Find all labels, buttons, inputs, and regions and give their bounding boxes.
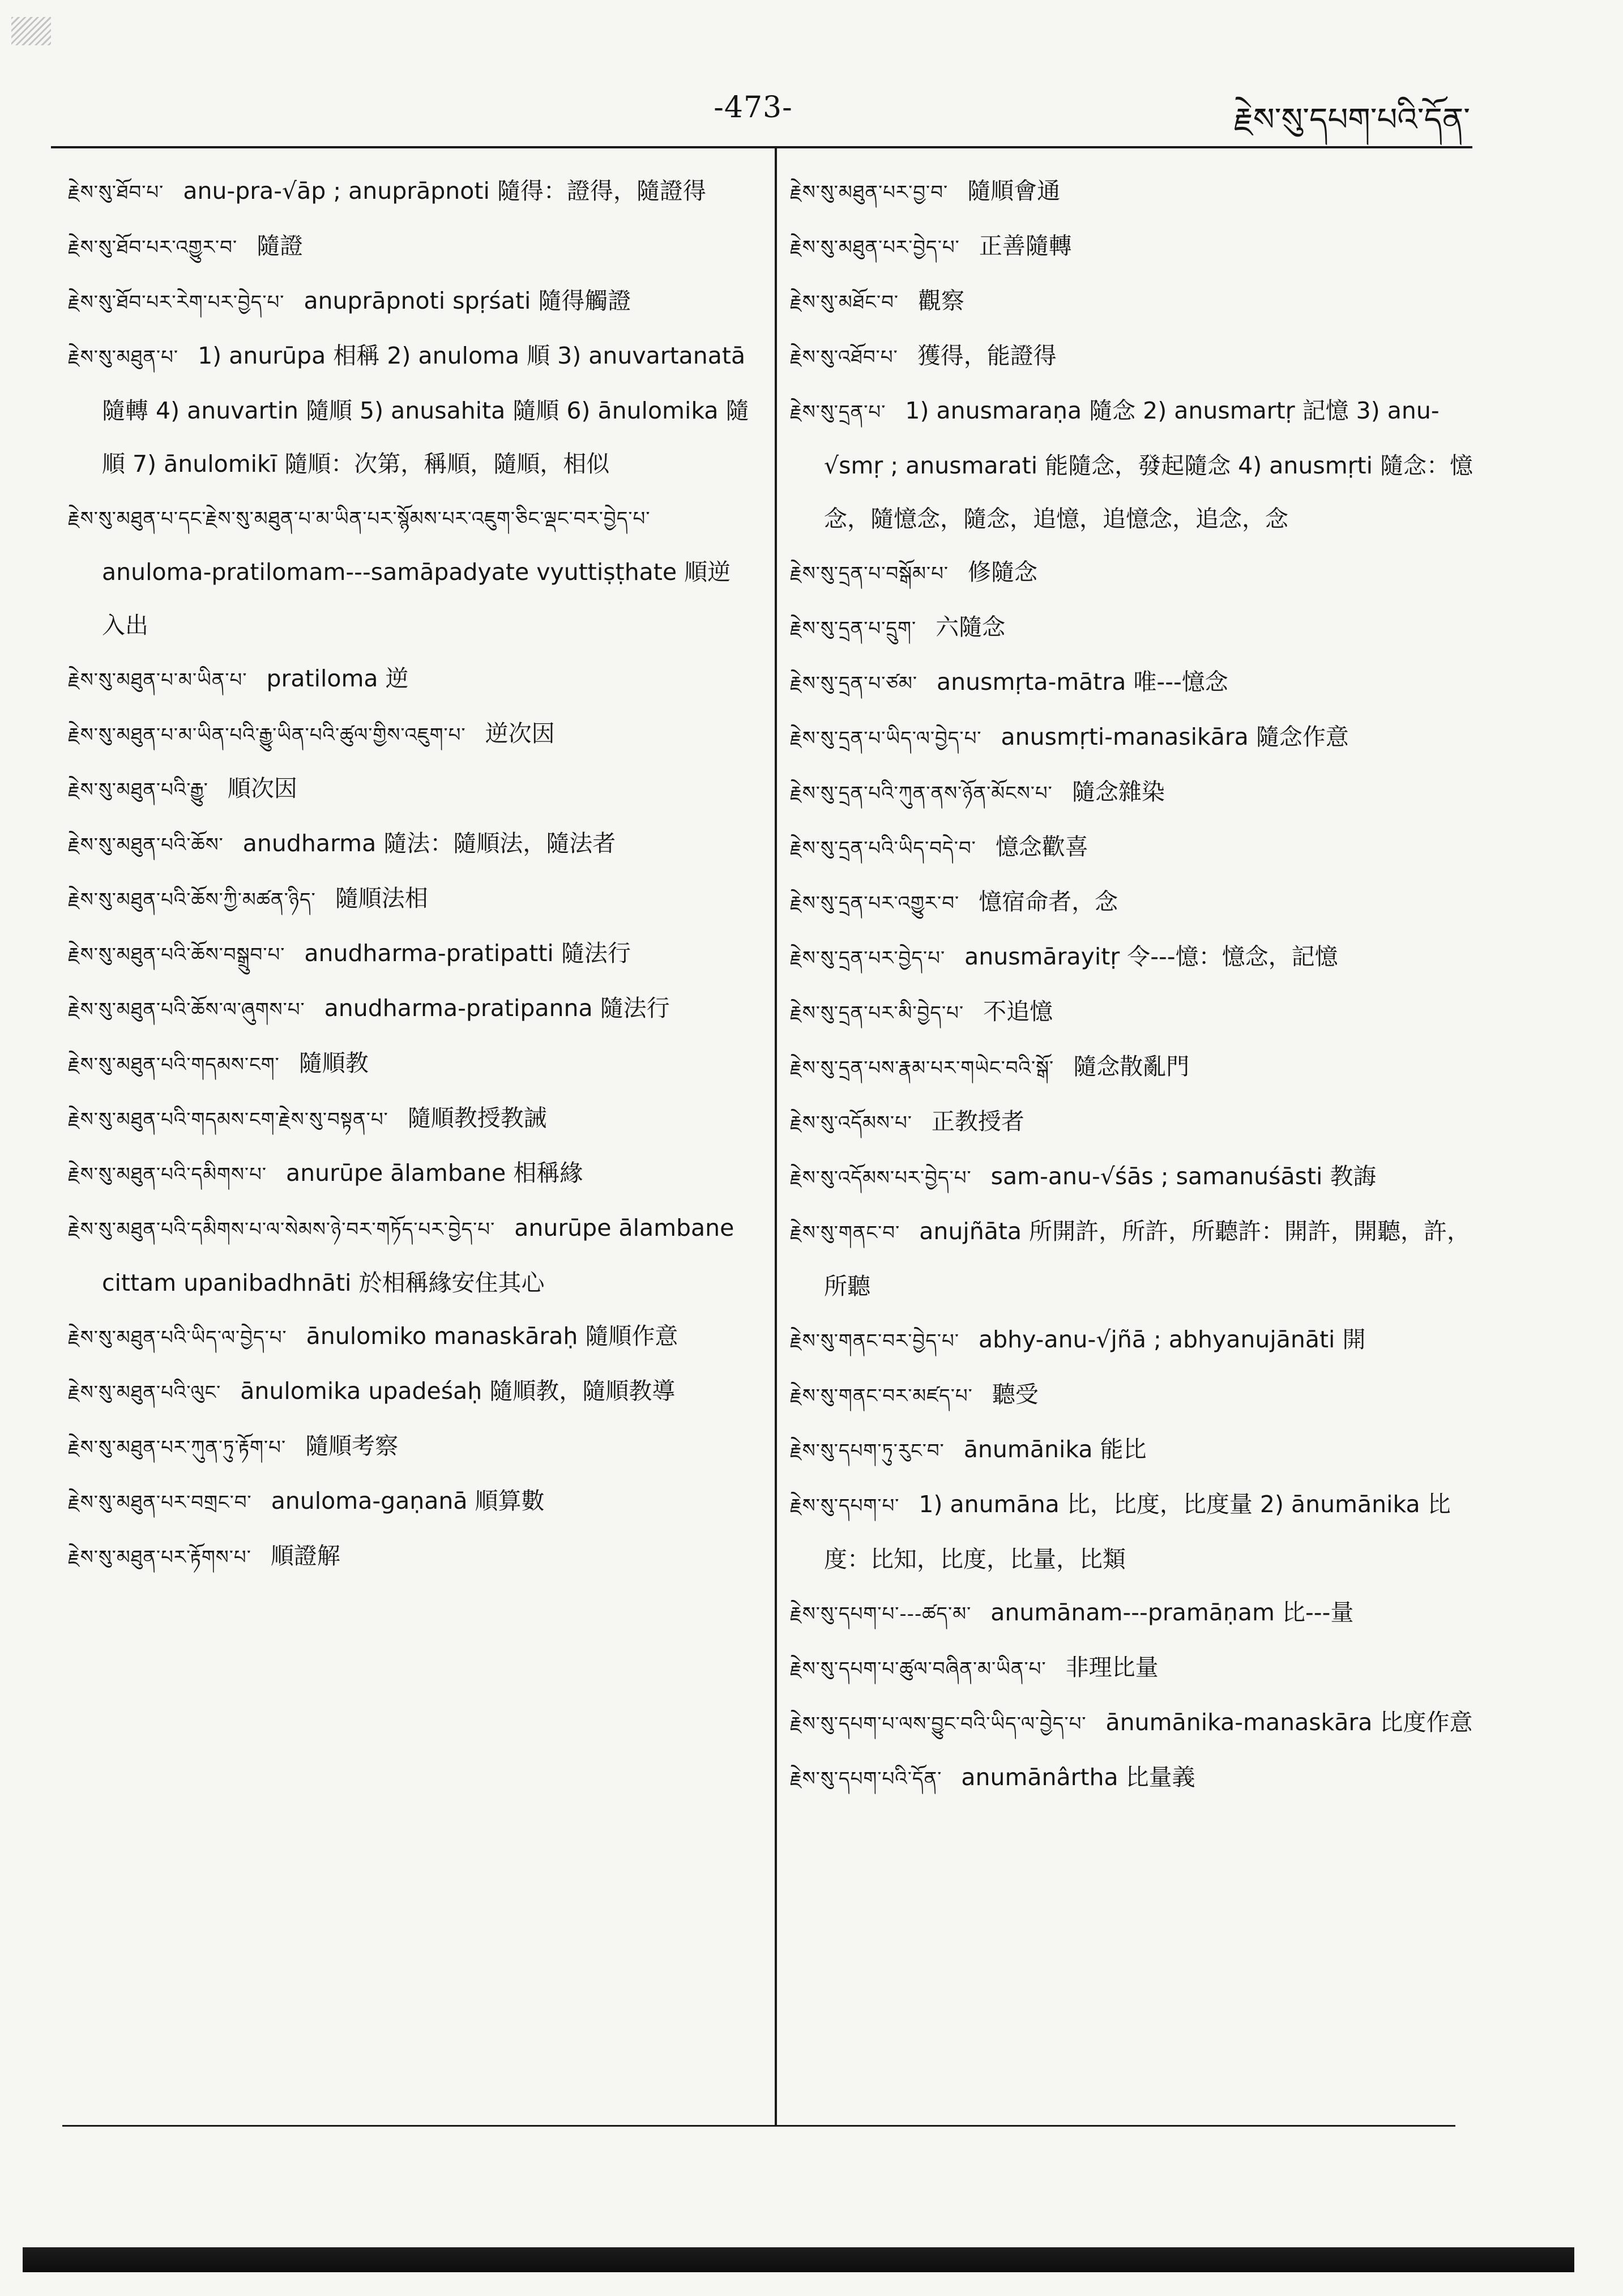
- entry-definition: ānumānika 能比: [963, 1436, 1147, 1463]
- entry-tibetan: རྗེས་སུ་མཐུན་པའི་གདམས་ངག་རྗེས་སུ་བསྟན་པ་: [68, 1108, 388, 1131]
- entry-definition: 非理比量: [1065, 1654, 1159, 1681]
- top-rule: [51, 146, 1472, 148]
- entry-tibetan: རྗེས་སུ་དཔག་པའི་དོན་: [790, 1768, 942, 1790]
- entry-definition: 隨順法相: [335, 885, 428, 912]
- right-column: [790, 164, 1475, 1806]
- entry-tibetan: རྗེས་སུ་མཐུན་པའི་དམིགས་པ་: [68, 1163, 267, 1186]
- entry-definition: anu-pra-√āp ; anuprāpnoti 隨得：證得，隨證得: [183, 177, 706, 204]
- dictionary-entry: [68, 219, 750, 274]
- dictionary-entry: [790, 1423, 1475, 1478]
- left-column: [68, 164, 750, 1584]
- entry-definition: 隨順考察: [305, 1432, 399, 1459]
- dictionary-entry: [68, 872, 750, 927]
- dictionary-entry: [68, 329, 750, 490]
- entry-tibetan: རྗེས་སུ་མཐུན་པའི་ཡིད་ལ་བྱེད་པ་: [68, 1326, 287, 1349]
- entry-tibetan: རྗེས་སུ་དྲན་པ་བསྒོམ་པ་: [790, 562, 949, 585]
- entry-definition: ānumānika-manaskāra 比度作意: [1105, 1709, 1473, 1736]
- entry-tibetan: རྗེས་སུ་མཐུན་པའི་གདམས་ངག་: [68, 1053, 280, 1076]
- entry-tibetan: རྗེས་སུ་མཐུན་པར་རྟོགས་པ་: [68, 1546, 251, 1569]
- entry-tibetan: རྗེས་སུ་དྲན་པས་རྣམ་པར་གཡེང་བའི་སྒོ་: [790, 1057, 1054, 1079]
- dictionary-entry: [790, 1586, 1475, 1641]
- dictionary-entry: [790, 875, 1475, 930]
- entry-tibetan: རྗེས་སུ་མཐུན་པའི་ཆོས་བསྒྲུབ་པ་: [68, 944, 285, 966]
- entry-definition: 隨證: [257, 232, 304, 259]
- dictionary-entry: [790, 1641, 1475, 1696]
- entry-tibetan: རྗེས་སུ་མཐུན་པར་བགྲང་བ་: [68, 1491, 252, 1514]
- entry-tibetan: རྗེས་སུ་ཐོབ་པ་: [68, 181, 164, 204]
- dictionary-entry: [68, 1309, 750, 1364]
- scan-artifact: [11, 17, 51, 45]
- dictionary-entry: [790, 600, 1475, 655]
- entry-definition: 順次因: [227, 775, 297, 802]
- entry-definition: anumānârtha 比量義: [961, 1764, 1195, 1791]
- entry-definition: anudharma 隨法：隨順法，隨法者: [242, 830, 616, 857]
- entry-definition: anuprāpnoti spṛśati 隨得觸證: [304, 287, 631, 314]
- entry-definition: anujñāta 所開許，所許，所聽許：開許，開聽，許，所聽: [824, 1218, 1471, 1300]
- dictionary-entry: [790, 384, 1475, 545]
- entry-tibetan: རྗེས་སུ་དྲན་པ་ཡིད་ལ་བྱེད་པ་: [790, 727, 982, 750]
- dictionary-entry: [790, 1751, 1475, 1806]
- entry-tibetan: རྗེས་སུ་ཐོབ་པར་འགྱུར་བ་: [68, 236, 238, 259]
- entry-tibetan: རྗེས་སུ་དྲན་པ་: [790, 401, 886, 424]
- bottom-rule: [62, 2125, 1455, 2127]
- dictionary-entry: [68, 817, 750, 872]
- entry-tibetan: རྗེས་སུ་གནང་བ་: [790, 1222, 900, 1244]
- entry-definition: anusmṛta-mātra 唯---憶念: [937, 668, 1228, 695]
- entry-tibetan: རྗེས་སུ་མཐུན་པའི་ལུང་: [68, 1381, 221, 1404]
- entry-tibetan: རྗེས་སུ་གནང་བར་མཛད་པ་: [790, 1385, 973, 1407]
- entry-tibetan: རྗེས་སུ་མཐུན་པ་མ་ཡིན་པའི་རྒྱུ་ཡིན་པའི་ཚུལ་གྱིས་འཇུག་པ་: [68, 724, 466, 746]
- dictionary-entry: [68, 1364, 750, 1419]
- entry-tibetan: རྗེས་སུ་མཐུན་པའི་ཆོས་: [68, 834, 224, 856]
- dictionary-entry: [790, 1095, 1475, 1150]
- entry-tibetan: རྗེས་སུ་དྲན་པའི་ཡིད་བདེ་བ་: [790, 837, 976, 860]
- entry-tibetan: རྗེས་སུ་མཐུན་པ་མ་ཡིན་པ་: [68, 669, 247, 692]
- dictionary-entry: [68, 981, 750, 1036]
- entry-definition: pratiloma 逆: [266, 665, 409, 692]
- entry-definition: 逆次因: [485, 720, 555, 747]
- dictionary-entry: [790, 329, 1475, 384]
- entry-definition: 修隨念: [968, 558, 1038, 586]
- dictionary-entry: [790, 655, 1475, 710]
- dictionary-entry: [790, 985, 1475, 1040]
- dictionary-entry: [68, 1036, 750, 1091]
- entry-tibetan: རྗེས་སུ་མཐུན་པ་: [68, 346, 179, 369]
- entry-tibetan: རྗེས་སུ་དཔག་པ་: [790, 1495, 900, 1517]
- entry-tibetan: རྗེས་སུ་འདོམས་པར་བྱེད་པ་: [790, 1167, 972, 1189]
- entry-tibetan: རྗེས་སུ་མཐོང་བ་: [790, 291, 899, 314]
- entry-tibetan: རྗེས་སུ་དྲན་པར་མི་བྱེད་པ་: [790, 1002, 964, 1025]
- dictionary-entry: [790, 930, 1475, 985]
- dictionary-entry: [790, 1696, 1475, 1751]
- entry-tibetan: རྗེས་སུ་མཐུན་པའི་ཆོས་ཀྱི་མཚན་ཉིད་: [68, 889, 316, 911]
- entry-tibetan: རྗེས་སུ་མཐུན་པར་བྱེད་པ་: [790, 236, 960, 259]
- entry-definition: 觀察: [918, 287, 965, 314]
- dictionary-entry: [68, 1474, 750, 1529]
- dictionary-entry: [68, 274, 750, 329]
- entry-tibetan: རྗེས་སུ་དྲན་པར་འགྱུར་བ་: [790, 892, 960, 915]
- entry-definition: anudharma-pratipatti 隨法行: [304, 940, 631, 967]
- entry-definition: ānulomika upadeśaḥ 隨順教，隨順教導: [240, 1377, 676, 1405]
- dictionary-entry: [790, 765, 1475, 820]
- dictionary-entry: [790, 1150, 1475, 1205]
- entry-definition: sam-anu-√śās ; samanuśāsti 教誨: [990, 1163, 1377, 1190]
- entry-tibetan: རྗེས་སུ་འདོམས་པ་: [790, 1112, 912, 1134]
- entry-definition: anurūpe ālambane cittam upanibadhnāti 於相稱緣安住其心: [102, 1214, 734, 1296]
- entry-tibetan: རྗེས་སུ་འཐོབ་པ་: [790, 346, 898, 369]
- entry-definition: anumānam---pramāṇam 比---量: [990, 1599, 1354, 1626]
- entry-definition: 隨念散亂門: [1073, 1053, 1190, 1080]
- entry-definition: abhy-anu-√jñā ; abhyanujānāti 開: [978, 1326, 1366, 1353]
- entry-tibetan: རྗེས་སུ་ཐོབ་པར་རེག་པར་བྱེད་པ་: [68, 291, 285, 314]
- entry-tibetan: རྗེས་སུ་མཐུན་པར་བྱ་བ་: [790, 181, 949, 204]
- entry-definition: 隨順教授教誡: [407, 1104, 547, 1132]
- entry-definition: 順證解: [270, 1542, 340, 1569]
- entry-definition: 隨順會通: [967, 177, 1061, 204]
- entry-definition: 隨念雜染: [1071, 778, 1165, 805]
- entry-definition: anuloma-gaṇanā 順算數: [271, 1487, 545, 1514]
- entry-definition: anuloma-pratilomam---samāpadyate vyuttiṣṭhate 順逆入出: [102, 558, 731, 639]
- entry-definition: 1) anurūpa 相稱 2) anuloma 順 3) anuvartanatā 隨轉 4) anuvartin 隨順 5) anusahita 隨順 6) ānulomika 隨順 7) ānulomikī 隨順：次第，稱順，隨順，相似: [102, 342, 749, 477]
- page-number: -473-: [714, 91, 793, 125]
- entry-definition: 憶宿命者，念: [979, 888, 1118, 915]
- entry-definition: 六隨念: [936, 613, 1006, 641]
- entry-definition: anudharma-pratipanna 隨法行: [324, 995, 670, 1022]
- column-divider: [775, 148, 777, 2125]
- entry-definition: anurūpe ālambane 相稱緣: [286, 1159, 583, 1187]
- dictionary-entry: [790, 710, 1475, 765]
- entry-definition: 不追憶: [983, 998, 1053, 1025]
- entry-definition: 隨順教: [298, 1049, 369, 1077]
- entry-tibetan: རྗེས་སུ་མཐུན་པ་དང་རྗེས་སུ་མཐུན་པ་མ་ཡིན་པར་སྙོམས་པར་འཇུག་ཅིང་ལྡང་བར་བྱེད་པ་: [68, 507, 651, 530]
- entry-tibetan: རྗེས་སུ་དཔག་པ་ཚུལ་བཞིན་མ་ཡིན་པ་: [790, 1658, 1047, 1680]
- dictionary-entry: [790, 1040, 1475, 1095]
- entry-definition: anusmṛti-manasikāra 隨念作意: [1001, 723, 1349, 750]
- entry-definition: 1) anumāna 比，比度，比度量 2) ānumānika 比度：比知，比度，比量，比類: [824, 1491, 1451, 1573]
- entry-tibetan: རྗེས་སུ་དྲན་པའི་ཀུན་ནས་ཉོན་མོངས་པ་: [790, 782, 1053, 805]
- dictionary-entry: [790, 545, 1475, 600]
- running-head: རྗེས་སུ་དཔག་པའི་དོན་: [1233, 101, 1470, 138]
- dictionary-entry: [68, 1201, 750, 1309]
- dictionary-entry: [790, 164, 1475, 219]
- entry-tibetan: རྗེས་སུ་མཐུན་པར་ཀུན་ཏུ་རྟོག་པ་: [68, 1436, 287, 1459]
- dictionary-entry: [68, 762, 750, 817]
- entry-definition: 憶念歡喜: [995, 833, 1088, 860]
- dictionary-entry: [790, 274, 1475, 329]
- dictionary-entry: [790, 219, 1475, 274]
- entry-tibetan: རྗེས་སུ་མཐུན་པའི་ཆོས་ལ་ཞུགས་པ་: [68, 998, 305, 1021]
- entry-definition: 1) anusmaraṇa 隨念 2) anusmartṛ 記憶 3) anu-√smṛ ; anusmarati 能隨念，發起隨念 4) anusmṛti 隨念：憶念，隨憶念，隨念，追憶，追憶念，追念，念: [824, 397, 1473, 532]
- dictionary-entry: [68, 1146, 750, 1201]
- entry-tibetan: རྗེས་སུ་དཔག་ཏུ་རུང་བ་: [790, 1440, 945, 1462]
- dictionary-entry: [68, 707, 750, 762]
- entry-definition: ānulomiko manaskāraḥ 隨順作意: [306, 1322, 678, 1350]
- entry-tibetan: རྗེས་སུ་མཐུན་པའི་དམིགས་པ་ལ་སེམས་ཉེ་བར་གཏོད་པར་བྱེད་པ་: [68, 1218, 496, 1241]
- entry-definition: anusmārayitṛ 令---憶：憶念，記憶: [964, 943, 1338, 970]
- entry-tibetan: རྗེས་སུ་མཐུན་པའི་རྒྱུ་: [68, 779, 208, 801]
- scan-edge-bar: [23, 2247, 1574, 2272]
- dictionary-entry: [68, 652, 750, 707]
- entry-definition: 聽受: [992, 1381, 1039, 1408]
- dictionary-entry: [68, 164, 750, 219]
- entry-tibetan: རྗེས་སུ་དྲན་པ་ཙམ་: [790, 672, 917, 695]
- entry-tibetan: རྗེས་སུ་དྲན་པར་བྱེད་པ་: [790, 947, 946, 970]
- entry-tibetan: རྗེས་སུ་དཔག་པ་---ཚད་མ་: [790, 1603, 972, 1625]
- dictionary-entry: [68, 490, 750, 652]
- entry-tibetan: རྗེས་སུ་དྲན་པ་དྲུག་: [790, 617, 917, 640]
- dictionary-entry: [790, 1313, 1475, 1368]
- dictionary-entry: [68, 1091, 750, 1146]
- dictionary-entry: [68, 927, 750, 981]
- entry-definition: 正善隨轉: [979, 232, 1072, 259]
- dictionary-entry: [68, 1529, 750, 1584]
- dictionary-entry: [790, 1205, 1475, 1313]
- entry-tibetan: རྗེས་སུ་གནང་བར་བྱེད་པ་: [790, 1330, 959, 1352]
- entry-definition: 正教授者: [931, 1108, 1024, 1135]
- dictionary-entry: [68, 1419, 750, 1474]
- dictionary-entry: [790, 820, 1475, 875]
- dictionary-entry: [790, 1368, 1475, 1423]
- entry-definition: 獲得，能證得: [917, 342, 1057, 369]
- dictionary-entry: [790, 1478, 1475, 1586]
- entry-tibetan: རྗེས་སུ་དཔག་པ་ལས་བྱུང་བའི་ཡིད་ལ་བྱེད་པ་: [790, 1713, 1087, 1735]
